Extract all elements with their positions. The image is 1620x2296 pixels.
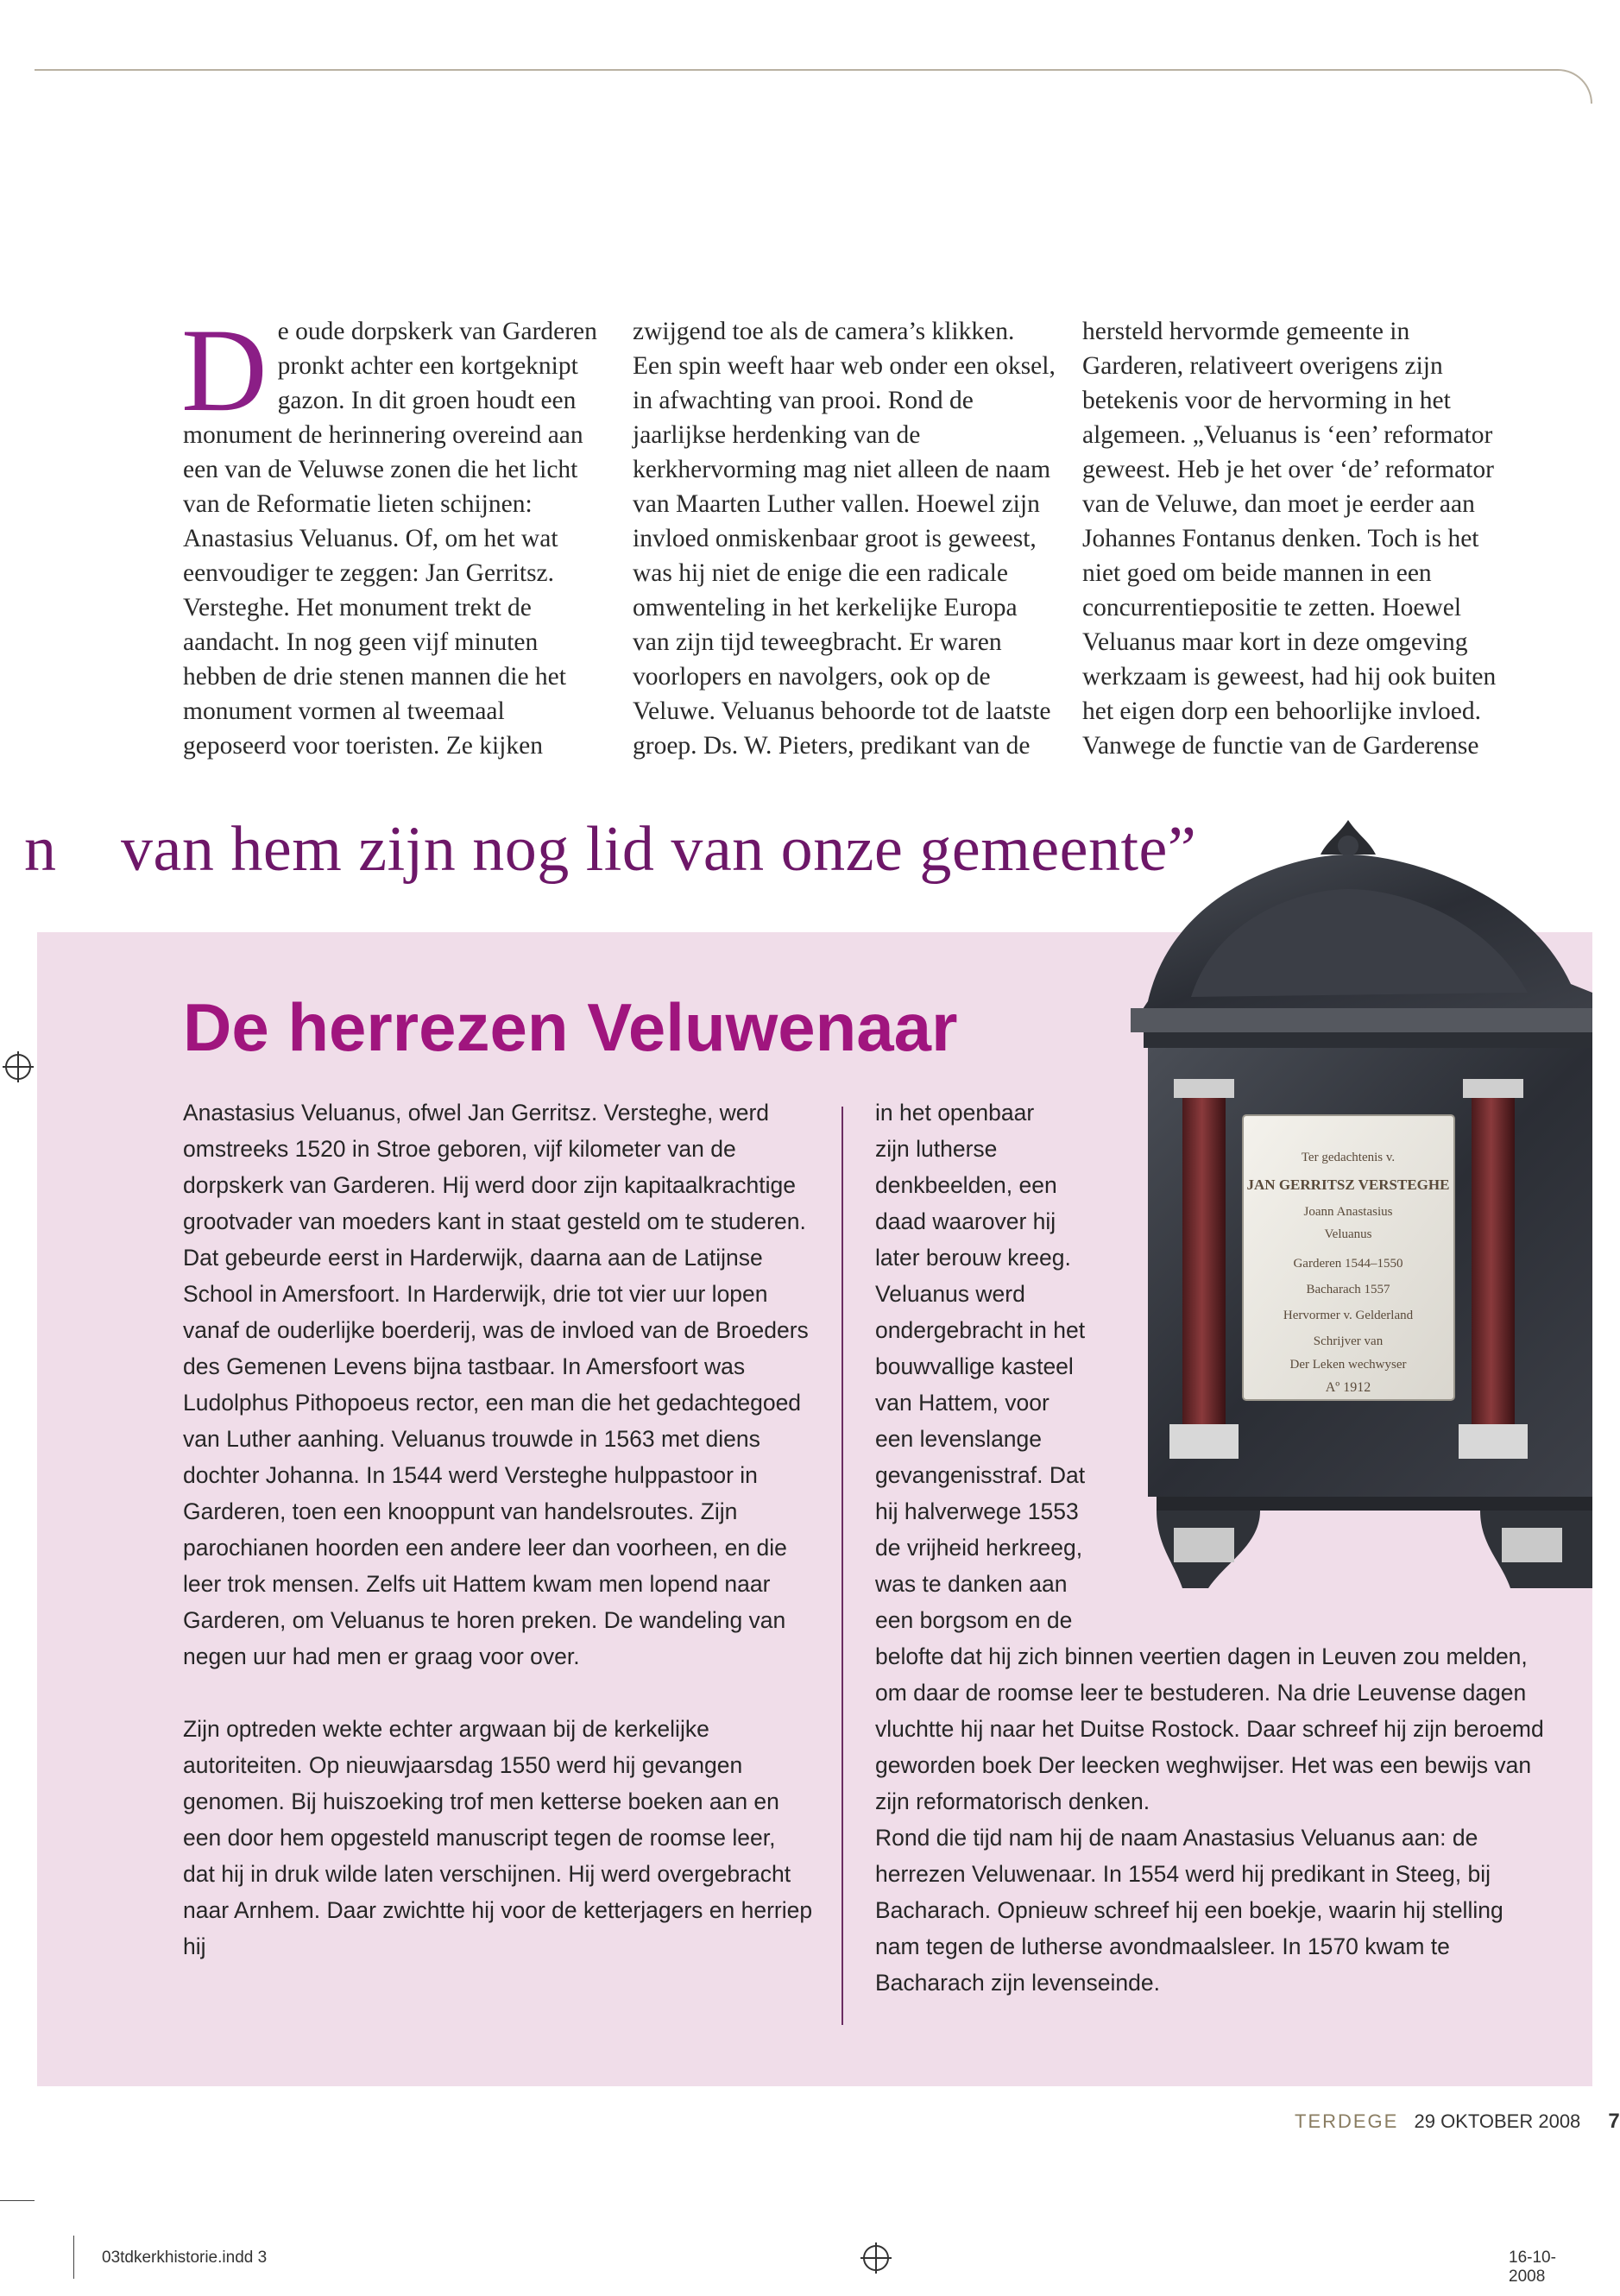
sidebar-right-line: van Hattem, voor <box>875 1390 1050 1416</box>
sidebar-right-line: zijn lutherse <box>875 1136 998 1162</box>
sidebar-right-line: later berouw kreeg. <box>875 1245 1071 1271</box>
page-footer <box>1295 2110 1620 2134</box>
plaque-line-5: Garderen 1544–1550 <box>1293 1257 1403 1271</box>
plaque-line-2: JAN GERRITSZ VERSTEGHE <box>1246 1176 1450 1193</box>
sidebar-left-paragraph-1: Anastasius Veluanus, ofwel Jan Gerritsz. Versteghe, werd omstreeks 1520 in Stroe geboren, vijf kilometer van de dorpskerk van Garderen. Hij werd door zijn kapitaalkrachtige grootvader van moeders kant in staat gesteld om te studeren. Dat gebeurde eerst in Harderwijk, daarna aan de Latijnse School in Amersfoort. In Harderwijk, drie tot vier uur lopen vanaf de ouderlijke boerderij, was de invloed van de Broeders des Gemenen Levens bijna tastbaar. In Amersfoort was Ludolphus Pithopoeus rector, een man die het gedachtegoed van Luther aanhing. Veluanus trouwde in 1563 met diens dochter Johanna. In 1544 werd Versteghe hulppastoor in Garderen, toen een knooppunt van handelsroutes. Zijn parochianen hoorden een andere leer dan voorheen, en die leer trok mensen. Zelfs uit Hattem kwam men lopend naar Garderen, om Veluanus te horen preken. De wandeling van negen uur had men er graag voor over. <box>183 1100 809 1669</box>
plaque-line-9: Der Leken wechwyser <box>1289 1358 1407 1372</box>
registration-mark-icon <box>3 1051 34 1082</box>
plaque-line-4: Veluanus <box>1324 1227 1372 1241</box>
slug-date: 16-10-2008 <box>1509 2249 1556 2286</box>
column-divider <box>842 1107 843 2025</box>
article-column-1 <box>181 304 606 763</box>
sidebar-right-line: een borgsom en de <box>875 1607 1073 1633</box>
sidebar-right-line: denkbeelden, een <box>875 1172 1057 1198</box>
sidebar-right-line: bouwvallige kasteel <box>875 1353 1074 1379</box>
article-column-3-text: hersteld hervormde gemeente in Garderen, relativeert overigens zijn betekenis voor de hervorming in het algemeen. „Veluanus is ‘een’ reformator geweest. Heb je het over ‘de’ reformator van de Veluwe, dan moet je eerder aan Johannes Fontanus denken. Toch is het niet goed om beide mannen in een concurrentiepositie te zetten. Hoewel Veluanus maar kort in deze omgeving werkzaam is geweest, had hij ook buiten het eigen dorp een behoorlijke invloed. Vanwege de functie van de Garderense <box>1082 318 1497 760</box>
sidebar-right-line: in het openbaar <box>875 1100 1035 1126</box>
sidebar-left-column <box>183 1094 813 1965</box>
top-border-rule <box>35 69 1592 104</box>
drop-cap: D <box>181 304 268 436</box>
sidebar-right-column-narrow <box>875 1094 1160 1638</box>
plaque-line-10: Aº 1912 <box>1325 1380 1371 1395</box>
sidebar-right-column-wide <box>875 1638 1548 2001</box>
registration-mark-icon <box>860 2242 892 2274</box>
sidebar-right-line: daad waarover hij <box>875 1208 1056 1234</box>
article-column-3 <box>1082 314 1514 763</box>
sidebar-right-line: hij halverwege 1553 <box>875 1498 1079 1524</box>
slug-filename: 03tdkerkhistorie.indd 3 <box>102 2249 268 2267</box>
sidebar-title: De herrezen Veluwenaar <box>183 989 958 1065</box>
issue-date: 29 OKTOBER 2008 <box>1414 2110 1581 2132</box>
article-column-1-text: e oude dorpskerk van Garderen pronkt achter een kortgeknipt gazon. In dit groen houdt een monument de herinnering overeind aan een van de Veluwse zonen die het licht van de Reformatie lieten schijnen: Anastasius Veluanus. Of, om het wat eenvoudiger te zeggen: Jan Gerritsz. Versteghe. Het monument trekt de aandacht. In nog geen vijf minuten hebben de drie stenen mannen die het monument vormen al tweemaal geposeerd voor toeristen. Ze kijken <box>183 318 597 760</box>
sidebar-right-paragraph-2: Rond die tijd nam hij de naam Anastasius Veluanus aan: de herrezen Veluwenaar. In 1554 werd hij predikant in Steeg, bij Bacharach. Opnieuw schreef hij een boekje, waarin hij stelling nam tegen de lutherse avondmaalsleer. In 1570 kwam te Bacharach zijn levenseinde. <box>875 1825 1503 1996</box>
plaque-line-8: Schrijver van <box>1313 1334 1384 1348</box>
sidebar-right-line: ondergebracht in het <box>875 1317 1086 1343</box>
sidebar-right-line: de vrijheid herkreeg, <box>875 1535 1083 1561</box>
plaque-line-1: Ter gedachtenis v. <box>1301 1151 1396 1164</box>
plaque-line-3: Joann Anastasius <box>1303 1205 1393 1219</box>
sidebar-left-paragraph-2: Zijn optreden wekte echter argwaan bij de kerkelijke autoriteiten. Op nieuwjaarsdag 1550 werd hij gevangen genomen. Bij huiszoeking trof men ketterse boeken aan en een door hem opgesteld manuscript tegen de roomse leer, dat hij in druk wilde laten verschijnen. Hij werd overgebracht naar Arnhem. Daar zwichtte hij voor de ketterjagers en herriep hij <box>183 1716 813 1959</box>
plaque-line-7: Hervormer v. Gelderland <box>1283 1309 1414 1322</box>
sidebar-right-line: een levenslange <box>875 1426 1043 1452</box>
crop-mark <box>73 2236 74 2279</box>
plaque-line-6: Bacharach 1557 <box>1306 1283 1390 1296</box>
sidebar-right-line: was te danken aan <box>875 1571 1068 1597</box>
publication-name: TERDEGE <box>1295 2110 1399 2132</box>
pull-quote-text: van hem zijn nog lid van onze gemeente” <box>121 814 1197 885</box>
memorial-plaque-image <box>1122 820 1592 1588</box>
pull-quote-fragment: n <box>24 814 57 885</box>
sidebar-right-paragraph-1: belofte dat hij zich binnen veertien dagen in Leuven zou melden, om daar de roomse leer te bestuderen. Na drie Leuvense dagen vluchtte hij naar het Duitse Rostock. Daar schreef hij zijn beroemd geworden boek Der leecken weghwijser. Het was een bewijs van zijn reformatorisch denken. <box>875 1643 1544 1814</box>
article-column-2-text: zwijgend toe als de camera’s klikken. Een spin weeft haar web onder een oksel, in afwachting van prooi. Rond de jaarlijkse herdenking van de kerkhervorming mag niet alleen de naam van Maarten Luther vallen. Hoewel zijn invloed onmiskenbaar groot is geweest, was hij niet de enige die een radicale omwenteling in het kerkelijke Europa van zijn tijd teweegbracht. Er waren voorlopers en navolgers, ook op de Veluwe. Veluanus behoorde tot de laatste groep. Ds. W. Pieters, predikant van de <box>633 318 1056 760</box>
page-number: 7 <box>1608 2110 1620 2133</box>
crop-mark <box>0 2200 35 2201</box>
article-column-2 <box>633 314 1056 763</box>
sidebar-right-line: Veluanus werd <box>875 1281 1025 1307</box>
sidebar-right-line: gevangenisstraf. Dat <box>875 1462 1086 1488</box>
